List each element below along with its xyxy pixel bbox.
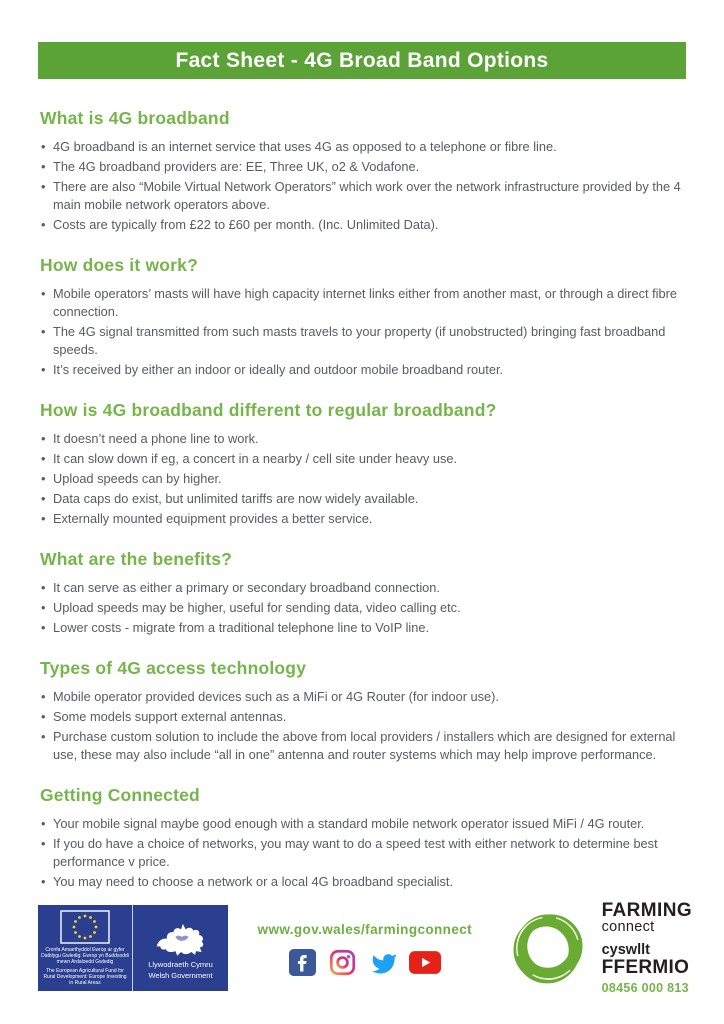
eu-flag-icon [60,910,110,944]
bullet-item: • Mobile operators’ masts will have high capacity internet links either from another mast, or through a direct fibre connection. [40,285,686,321]
bullet-item: • You may need to choose a network or a local 4G broadband specialist. [40,873,686,891]
website-link[interactable]: www.gov.wales/farmingconnect [257,921,473,937]
bullet-list [40,138,686,234]
farming-connect-phone: 08456 000 813 [601,981,689,995]
farming-connect-name-en-1: FARMING [601,900,692,921]
bullet-item: • It’s received by either an indoor or ideally and outdoor mobile broadband router. [40,361,686,379]
farming-connect-logo [502,901,692,995]
bullet-item: • It can slow down if eg, a concert in a nearby / cell site under heavy use. [40,450,686,468]
section-heading: What is 4G broadband [40,108,230,128]
bullet-item: • Data caps do exist, but unlimited tariffs are now widely available. [40,490,686,508]
bullet-list [40,579,686,637]
youtube-icon[interactable] [409,949,441,976]
section-heading: What are the benefits? [40,549,233,569]
section-heading: How is 4G broadband different to regular broadband? [40,400,497,420]
farming-connect-name-en-2: connect [601,919,655,935]
section [40,658,686,764]
section [40,549,686,637]
bullet-item: • It doesn’t need a phone line to work. [40,430,686,448]
farming-connect-name-cy-1: cyswllt [601,942,650,958]
section [40,400,686,528]
section-heading: How does it work? [40,255,198,275]
eu-flag-panel [38,905,133,991]
bullet-item: • Some models support external antennas. [40,708,686,726]
welsh-gov-name-welsh: Llywodraeth Cymru [148,960,213,969]
farming-connect-swirl-icon [502,902,594,994]
farming-connect-name-cy-2: FFERMIO [601,957,690,978]
bullet-item: • Your mobile signal maybe good enough with a standard mobile network operator issued MiFi / 4G router. [40,815,686,833]
farming-connect-text [602,901,692,995]
eu-fund-text-welsh: Cronfa Amaethyddol Ewrop ar gyfer Datblygu Gwledig: Ewrop yn Buddsoddi mewn Ardaloedd Gwledig [41,947,129,965]
welsh-dragon-icon [151,916,211,958]
bullet-list [40,430,686,528]
section-heading: Types of 4G access technology [40,658,307,678]
bullet-item: • Externally mounted equipment provides a better service. [40,510,686,528]
instagram-icon[interactable] [329,949,356,976]
bullet-item: • Mobile operator provided devices such as a MiFi or 4G Router (for indoor use). [40,688,686,706]
footer-center [228,921,502,976]
eu-welsh-gov-logo [38,905,228,991]
twitter-icon[interactable] [369,949,396,976]
eu-fund-text-english: The European Agricultural Fund for Rural Development: Europe Investing in Rural Areas [43,968,127,986]
bullet-item: • Lower costs - migrate from a traditional telephone line to VoIP line. [40,619,686,637]
bullet-item: • Upload speeds may be higher, useful for sending data, video calling etc. [40,599,686,617]
bullet-item: • Costs are typically from £22 to £60 per month. (Inc. Unlimited Data). [40,216,686,234]
bullet-item: • Upload speeds can by higher. [40,470,686,488]
bullet-item: • The 4G broadband providers are: EE, Three UK, o2 & Vodafone. [40,158,686,176]
bullet-item: • 4G broadband is an internet service that uses 4G as opposed to a telephone or fibre line. [40,138,686,156]
bullet-item: • The 4G signal transmitted from such masts travels to your property (if unobstructed) bringing fast broadband speeds. [40,323,686,359]
bullet-item: • There are also “Mobile Virtual Network Operators” which work over the network infrastructure provided by the 4 main mobile network operators above. [40,178,686,214]
section-heading: Getting Connected [40,785,200,805]
social-icons-row [236,949,494,976]
bullet-item: • Purchase custom solution to include the above from local providers / installers which are designed for external use, these may also include “all in one” antenna and router systems which may help improve performance. [40,728,686,764]
facebook-icon[interactable] [289,949,316,976]
bullet-list [40,688,686,764]
bullet-list [40,285,686,379]
content [40,80,686,893]
bullet-item: • If you do have a choice of networks, you may want to do a speed test with either network to determine best performance v price. [40,835,686,871]
section [40,108,686,234]
section [40,255,686,379]
bullet-item: • It can serve as either a primary or secondary broadband connection. [40,579,686,597]
section [40,785,686,891]
welsh-gov-name-english: Welsh Government [148,971,213,980]
banner-title: Fact Sheet - 4G Broad Band Options [38,42,686,79]
bullet-list [40,815,686,891]
footer [38,898,692,998]
welsh-government-panel [133,905,228,991]
